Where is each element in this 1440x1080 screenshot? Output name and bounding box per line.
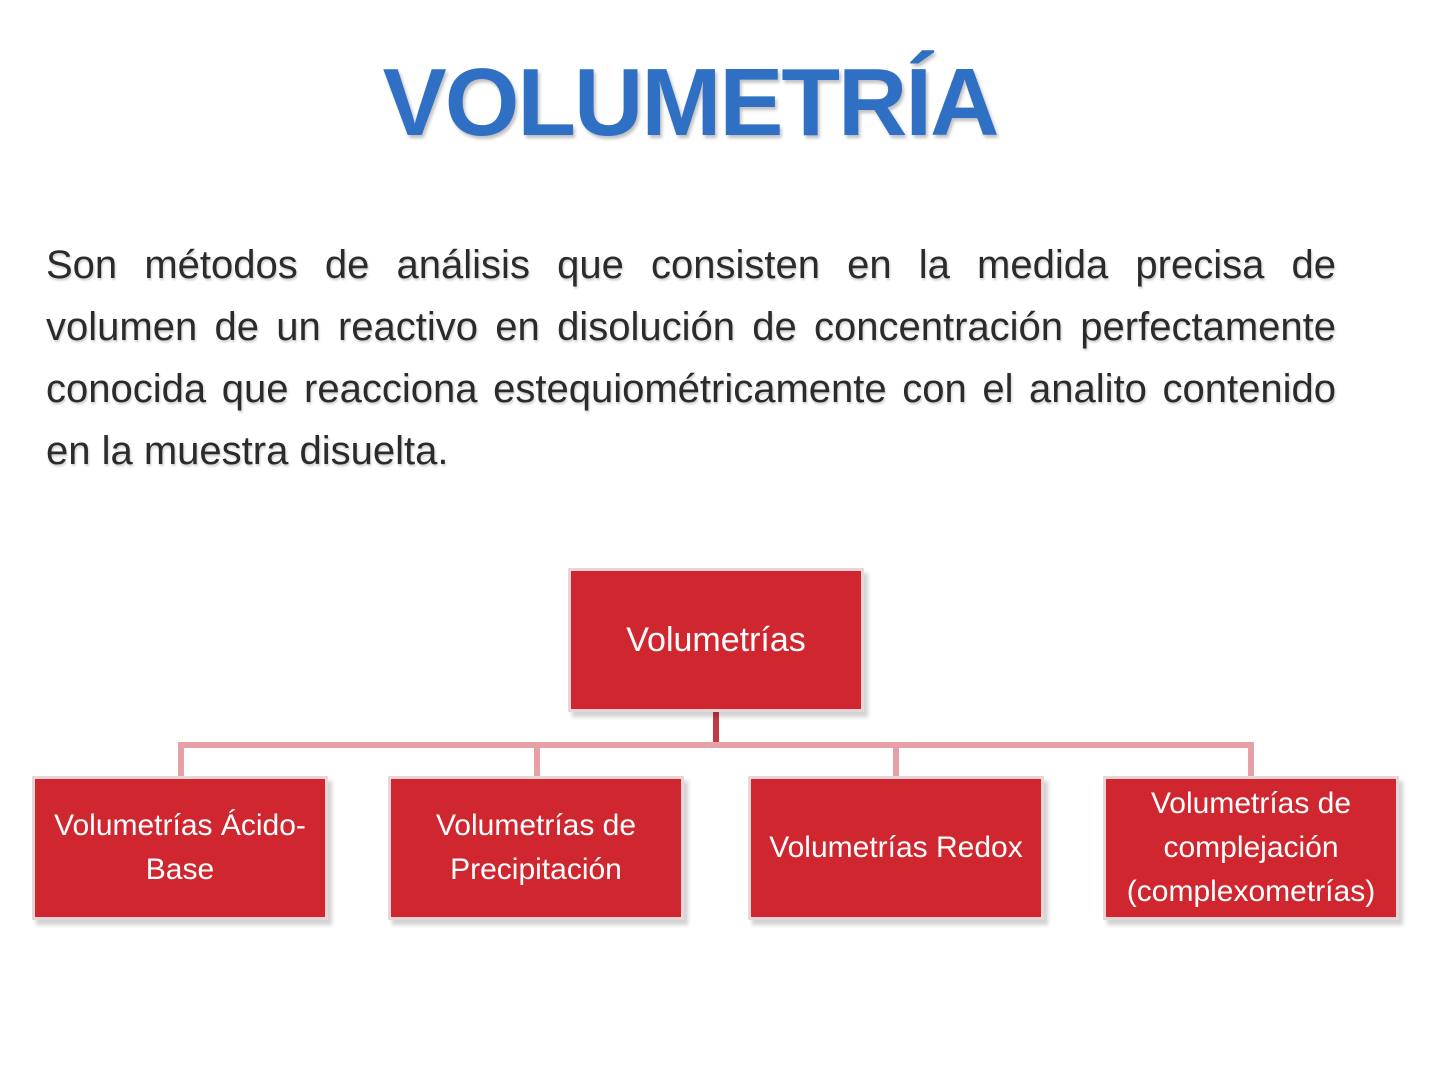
node-acido-base: Volumetrías Ácido-Base <box>32 776 328 920</box>
root-connector <box>713 712 719 744</box>
definition-paragraph: Son métodos de análisis que consisten en la medida precisa de volumen de un reactivo en disolución de concentración perfectamente conocida que reacciona estequiométricamente con el analito contenido en la muestra disuelta. <box>46 243 1336 473</box>
child-connector-2 <box>534 742 540 776</box>
child-connector-4 <box>1248 742 1254 776</box>
horizontal-connector <box>178 742 1254 748</box>
child-connector-3 <box>893 742 899 776</box>
node-precipitacion: Volumetrías de Precipitación <box>388 776 684 920</box>
node-volumetrias: Volumetrías <box>568 568 864 712</box>
slide-title: VOLUMETRÍA <box>382 49 998 156</box>
child-connector-1 <box>178 742 184 776</box>
node-redox: Volumetrías Redox <box>748 776 1044 920</box>
node-complejacion: Volumetrías de complejación (complexometrías) <box>1103 776 1399 920</box>
